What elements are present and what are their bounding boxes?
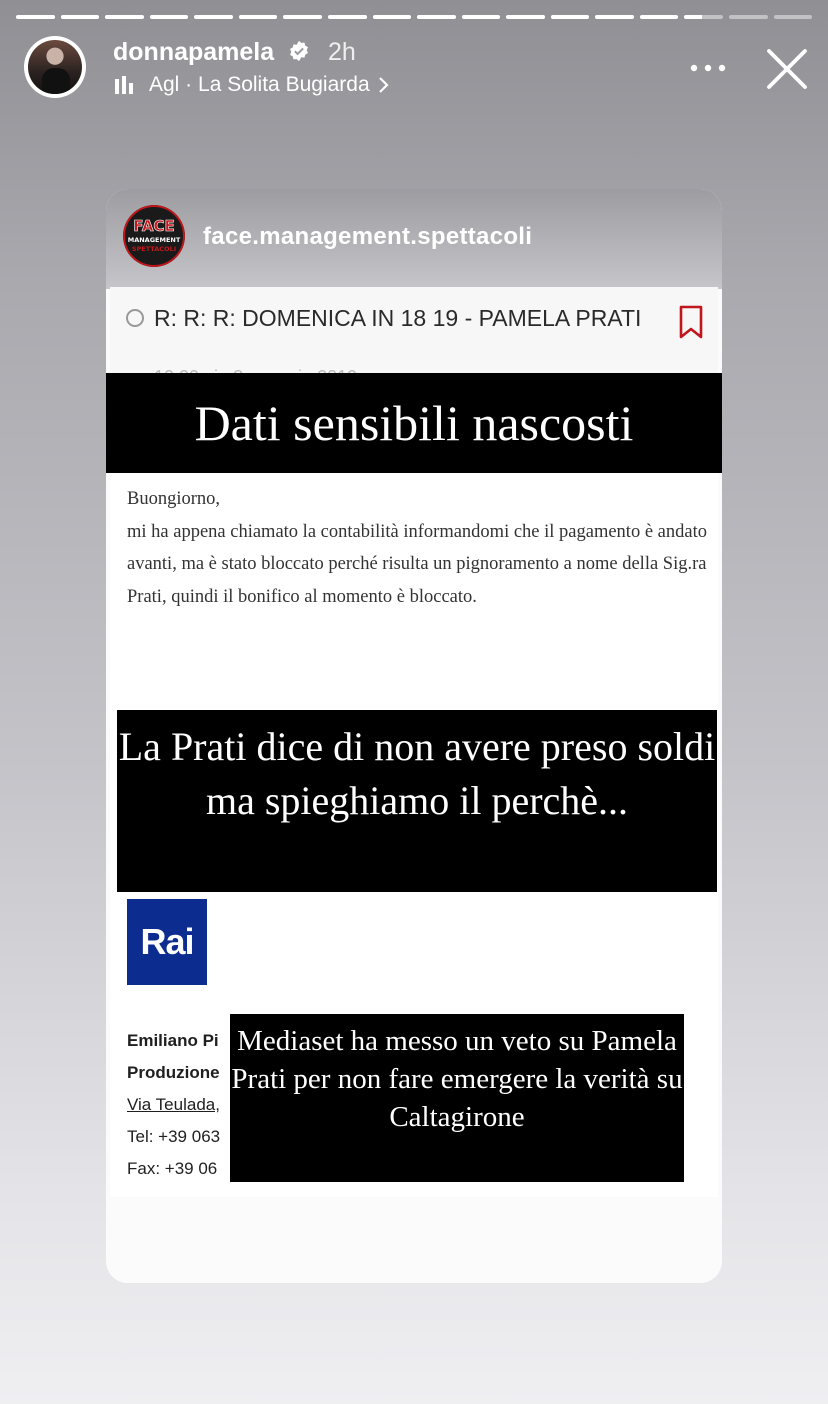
email-subject-bar [110, 287, 718, 378]
story-progress-segment [16, 15, 55, 19]
story-progress-segment [774, 15, 813, 19]
bookmark-icon [678, 305, 704, 339]
unread-indicator-icon [126, 309, 144, 327]
close-icon[interactable] [766, 48, 808, 90]
profile-avatar[interactable] [24, 36, 86, 98]
overlay-label-explain: La Prati dice di non avere preso soldi ma spieghiamo il perchè... [117, 710, 717, 892]
story-progress-segment [283, 15, 322, 19]
story-progress-segment [462, 15, 501, 19]
story-progress-segment [729, 15, 768, 19]
signature-role: Produzione [127, 1063, 220, 1082]
story-progress-segment [684, 15, 723, 19]
story-progress-segment [61, 15, 100, 19]
story-progress-segment [105, 15, 144, 19]
story-progress-segment [194, 15, 233, 19]
card-footer [106, 1197, 722, 1283]
signature-name: Emiliano Pi [127, 1031, 219, 1050]
svg-text:MANAGEMENT: MANAGEMENT [127, 236, 181, 244]
svg-text:FACE: FACE [133, 217, 175, 235]
post-header [106, 189, 722, 289]
story-progress-segment [150, 15, 189, 19]
rai-logo: Rai [127, 899, 207, 985]
verified-badge-icon [288, 40, 310, 62]
more-options-icon[interactable] [690, 64, 726, 72]
signature-tel: Tel: +39 063 [127, 1127, 221, 1146]
post-time: 2h [328, 38, 356, 66]
email-subject: R: R: R: DOMENICA IN 18 19 - PAMELA PRATI [154, 305, 642, 331]
post-handle[interactable]: face.management.spettacoli [203, 223, 533, 250]
story-progress-segment [328, 15, 367, 19]
story-progress-segment [417, 15, 456, 19]
story-progress-segment [640, 15, 679, 19]
svg-text:SPETTACOLI: SPETTACOLI [131, 245, 177, 253]
story-progress-segment [239, 15, 278, 19]
face-management-logo [123, 205, 185, 267]
signature-fax: Fax: +39 06 [127, 1159, 218, 1178]
overlay-label-mediaset: Mediaset ha messo un veto su Pamela Prati per non fare emergere la verità su Caltagirone [230, 1014, 684, 1182]
email-body: Buongiorno, mi ha appena chiamato la contabilità informandomi che il pagamento è andato avanti, ma è stato bloccato perché risulta un pignoramento a nome della Sig.ra Prati, quindi il bonifico al momento è bloccato. [127, 489, 707, 607]
story-progress-segment [551, 15, 590, 19]
story-progress-segment [373, 15, 412, 19]
chevron-right-icon [378, 77, 390, 93]
username[interactable]: donnapamela [113, 38, 275, 66]
account-logo[interactable] [123, 205, 185, 267]
signature-address: Via Teulada, [127, 1095, 220, 1114]
story-progress [16, 15, 812, 19]
story-progress-segment [506, 15, 545, 19]
music-attribution[interactable] [115, 72, 390, 98]
overlay-label-sensitive: Dati sensibili nascosti [106, 373, 722, 473]
music-label: Agl · La Solita Bugiarda [149, 73, 370, 96]
music-bars-icon [115, 76, 137, 94]
story-progress-segment [595, 15, 634, 19]
